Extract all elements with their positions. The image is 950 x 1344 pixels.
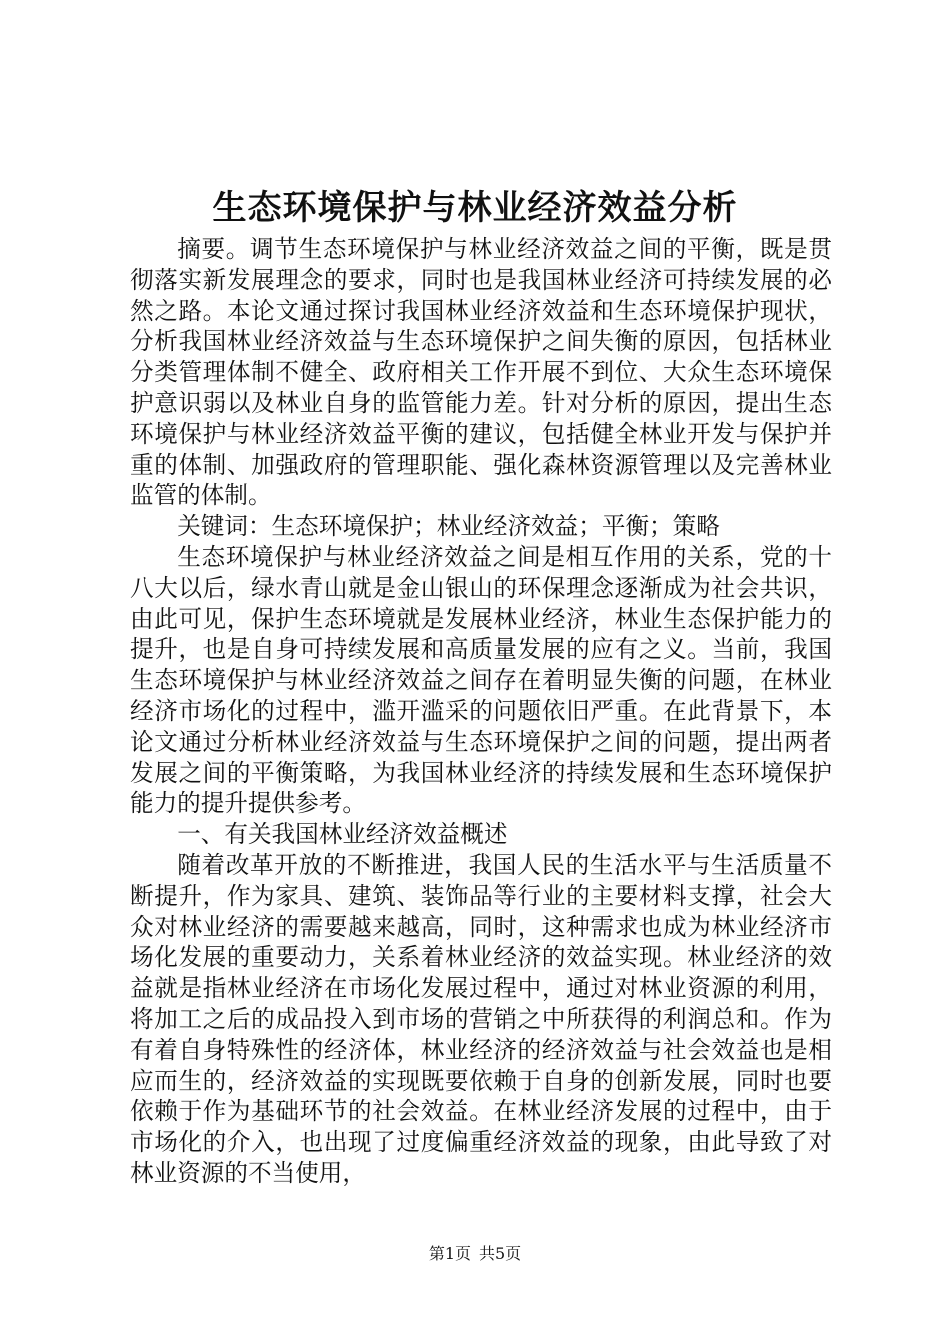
- document-body: [130, 234, 832, 1189]
- section-paragraph: 随着改革开放的不断推进，我国人民的生活水平与生活质量不断提升，作为家具、建筑、装饰品等行业的主要材料支撑，社会大众对林业经济的需要越来越高，同时，这种需求也成为林业经济市场化发展的重要动力，关系着林业经济的效益实现。林业经济的效益就是指林业经济在市场化发展过程中，通过对林业资源的利用，将加工之后的成品投入到市场的营销之中所获得的利润总和。作为有着自身特殊性的经济体，林业经济的经济效益与社会效益也是相应而生的，经济效益的实现既要依赖于自身的创新发展，同时也要依赖于作为基础环节的社会效益。在林业经济发展的过程中，由于市场化的介入，也出现了过度偏重经济效益的现象，由此导致了对林业资源的不当使用，: [130, 850, 832, 1187]
- section-heading: 一、有关我国林业经济效益概述: [177, 820, 508, 849]
- document-title: 生态环境保护与林业经济效益分析: [212, 188, 738, 228]
- abstract-paragraph: 摘要。调节生态环境保护与林业经济效益之间的平衡，既是贯彻落实新发展理念的要求，同时也是我国林业经济可持续发展的必然之路。本论文通过探讨我国林业经济效益和生态环境保护现状，分析我国林业经济效益与生态环境保护之间失衡的原因，包括林业分类管理体制不健全、政府相关工作开展不到位、大众生态环境保护意识弱以及林业自身的监管能力差。针对分析的原因，提出生态环境保护与林业经济效益平衡的建议，包括健全林业开发与保护并重的体制、加强政府的管理职能、强化森林资源管理以及完善林业监管的体制。: [130, 235, 832, 510]
- page-footer: [0, 1243, 950, 1265]
- page-number: 第1页: [428, 1244, 471, 1263]
- page-total: 共5页: [479, 1244, 522, 1263]
- introduction-paragraph: 生态环境保护与林业经济效益之间是相互作用的关系，党的十八大以后，绿水青山就是金山银山的环保理念逐渐成为社会共识，由此可见，保护生态环境就是发展林业经济，林业生态保护能力的提升，也是自身可持续发展和高质量发展的应有之义。当前，我国生态环境保护与林业经济效益之间存在着明显失衡的问题，在林业经济市场化的过程中，滥开滥采的问题依旧严重。在此背景下，本论文通过分析林业经济效益与生态环境保护之间的问题，提出两者发展之间的平衡策略，为我国林业经济的持续发展和生态环境保护能力的提升提供参考。: [130, 542, 832, 818]
- keywords-paragraph: 关键词：生态环境保护；林业经济效益；平衡；策略: [177, 512, 720, 541]
